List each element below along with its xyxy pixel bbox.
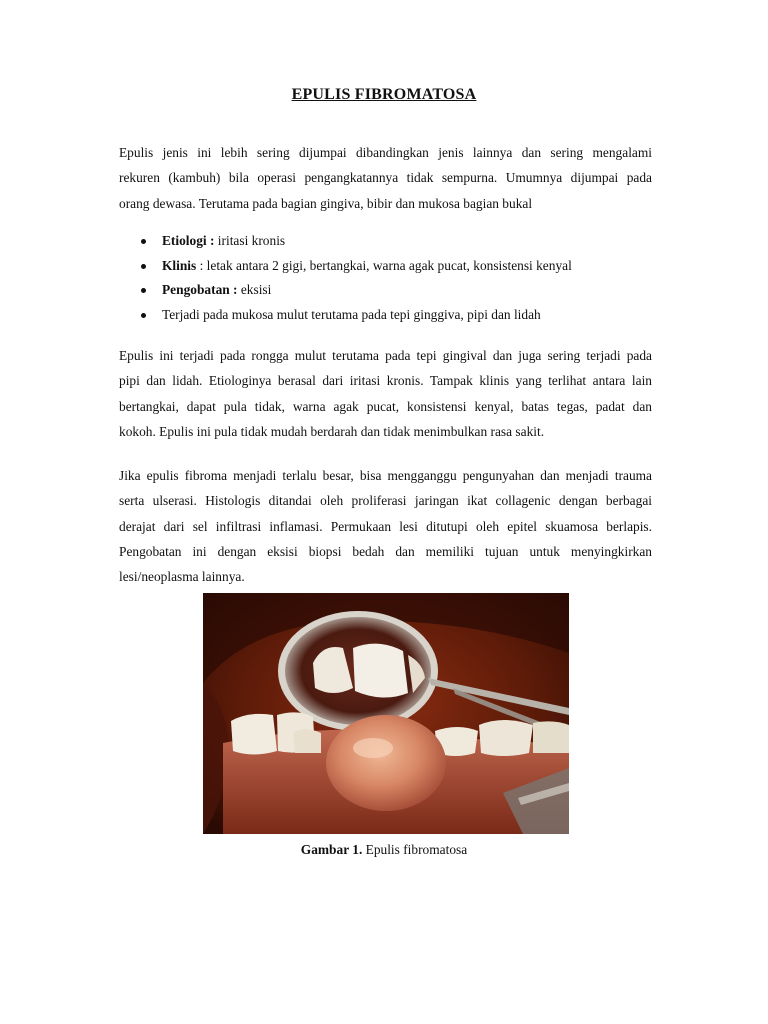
bullet-text: iritasi kronis xyxy=(214,233,286,248)
caption-label: Gambar 1. xyxy=(300,842,363,857)
paragraph-line: bertangkai, dapat pula tidak, warna agak pucat, konsistensi kenyal, batas tegas, padat dan xyxy=(119,398,652,414)
paragraph-complications xyxy=(119,463,652,589)
paragraph-line: rekuren (kambuh) bila operasi pengangkatannya tidak sempurna. Umumnya dijumpai pada xyxy=(119,170,652,186)
bullet-label: Klinis xyxy=(162,257,197,273)
bullet-label: Etiologi : xyxy=(162,233,215,248)
bullet-text: : letak antara 2 gigi, bertangkai, warna agak pucat, konsistensi kenyal xyxy=(196,257,572,273)
bullet-label: Pengobatan : xyxy=(162,282,238,297)
bullet-list xyxy=(119,229,659,327)
paragraph-intro xyxy=(119,140,652,216)
paragraph-line: kokoh. Epulis ini pula tidak mudah berdarah dan tidak menimbulkan rasa sakit. xyxy=(119,423,545,439)
figure-caption xyxy=(0,842,768,858)
bullet-icon xyxy=(141,313,146,318)
figure-photo xyxy=(203,593,569,834)
bullet-text: eksisi xyxy=(237,282,272,297)
bullet-icon xyxy=(141,239,146,244)
paragraph-line: orang dewasa. Terutama pada bagian gingiva, bibir dan mukosa bagian bukal xyxy=(119,195,533,211)
oral-photo-illustration xyxy=(203,593,569,834)
bullet-icon xyxy=(141,288,146,293)
paragraph-line: Epulis jenis ini lebih sering dijumpai dibandingkan jenis lainnya dan sering mengalami xyxy=(119,145,652,160)
list-item xyxy=(119,229,659,254)
bullet-icon xyxy=(141,264,146,269)
paragraph-line: lesi/neoplasma lainnya. xyxy=(119,569,245,585)
paragraph-line: serta ulserasi. Histologis ditandai oleh proliferasi jaringan ikat collagenic dengan berbagai xyxy=(119,493,652,509)
paragraph-line: pipi dan lidah. Etiologinya berasal dari iritasi kronis. Tampak klinis yang terlihat antara lain xyxy=(119,373,652,389)
paragraph-line: Jika epulis fibroma menjadi terlalu besar, bisa mengganggu pengunyahan dan menjadi trauma xyxy=(119,468,652,483)
list-item xyxy=(119,303,659,328)
paragraph-line: Pengobatan ini dengan eksisi biopsi bedah dan memiliki tujuan untuk menyingkirkan xyxy=(119,543,652,559)
page-title: EPULIS FIBROMATOSA xyxy=(291,86,477,103)
bullet-text: Terjadi pada mukosa mulut terutama pada tepi ginggiva, pipi dan lidah xyxy=(162,306,541,322)
paragraph-description xyxy=(119,343,652,444)
paragraph-line: Epulis ini terjadi pada rongga mulut terutama pada tepi gingival dan juga sering terjadi pada xyxy=(119,348,652,363)
paragraph-line: derajat dari sel infiltrasi inflamasi. Permukaan lesi ditutupi oleh epitel skuamosa berlapis. xyxy=(119,518,652,534)
caption-text: Epulis fibromatosa xyxy=(362,842,468,857)
list-item xyxy=(119,254,659,279)
list-item xyxy=(119,278,659,303)
